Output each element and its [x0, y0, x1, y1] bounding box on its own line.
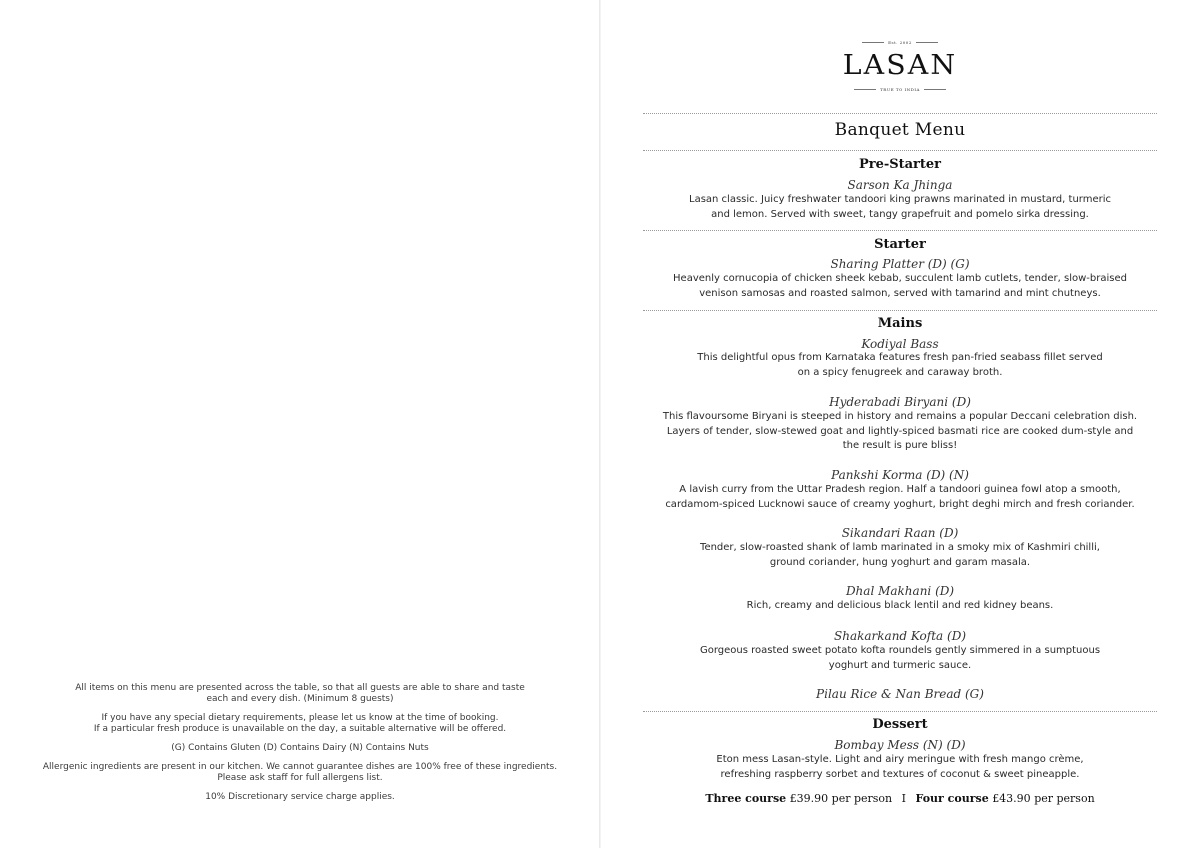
lasan-logo — [643, 40, 1157, 92]
dish-description: Eton mess Lasan-style. Light and airy meringue with fresh mango crème, refreshing raspberry sorbet and textures of coconut & sweet pineapple. — [716, 754, 1084, 780]
logo-tagline: TRUE TO INDIA — [880, 87, 920, 92]
dish-description: Heavenly cornucopia of chicken sheek kebab, succulent lamb cutlets, tender, slow-braised venison samosas and roasted salmon, served with tamarind and mint chutneys. — [673, 273, 1127, 299]
four-course-unit: per person — [1034, 792, 1095, 805]
three-course-label: Three course — [705, 792, 787, 805]
page-fold — [599, 0, 601, 848]
section-title-dessert: Dessert — [872, 717, 928, 732]
dish-name: Pankshi Korma (D) (N) — [831, 468, 969, 482]
dish-name: Pilau Rice & Nan Bread (G) — [816, 687, 984, 701]
dish-name: Sharing Platter (D) (G) — [830, 257, 970, 271]
price-line — [643, 792, 1157, 805]
logo-rule — [924, 89, 946, 90]
logo-tagline-line — [643, 87, 1157, 92]
three-course-unit: per person — [831, 792, 893, 805]
dish-name: Bombay Mess (N) (D) — [834, 738, 966, 752]
service-charge-note: 10% Discretionary service charge applies. — [205, 792, 395, 802]
dish-description: Tender, slow-roasted shank of lamb marinated in a smoky mix of Kashmiri chilli, ground coriander, hung yoghurt and garam masala. — [700, 542, 1100, 568]
dietary-note: If you have any special dietary requirements, please let us know at the time of booking. If a particular fresh produce is unavailable on the day, a suitable alternative will be offered. — [93, 713, 507, 734]
dish-name: Dhal Makhani (D) — [845, 584, 955, 598]
four-course-price: £43.90 — [992, 792, 1031, 805]
dish-name: Shakarkand Kofta (D) — [834, 629, 966, 643]
logo-wordmark: LASAN — [842, 50, 958, 81]
divider — [643, 113, 1157, 114]
section-title-starter: Starter — [874, 237, 926, 252]
dish-name: Sarson Ka Jhinga — [847, 178, 953, 192]
three-course-price: £39.90 — [789, 792, 829, 805]
divider — [643, 711, 1157, 712]
logo-rule — [916, 42, 938, 43]
sharing-note: All items on this menu are presented across the table, so that all guests are able to share and taste each and every dish. (Minimum 8 guests) — [75, 683, 525, 704]
logo-est: Est. 2002 — [888, 40, 912, 45]
dish-name: Kodiyal Bass — [861, 337, 939, 351]
dish-description: Gorgeous roasted sweet potato kofta roundels gently simmered in a sumptuous yoghurt and turmeric sauce. — [699, 645, 1101, 671]
logo-rule — [862, 42, 884, 43]
four-course-label: Four course — [915, 792, 989, 805]
dish-name: Sikandari Raan (D) — [841, 526, 959, 540]
dish-name: Hyderabadi Biryani (D) — [829, 395, 971, 409]
dish-description: A lavish curry from the Uttar Pradesh region. Half a tandoori guinea fowl atop a smooth, cardamom-spiced Lucknowi sauce of creamy yoghurt, bright deghi mirch and fresh coriander. — [665, 484, 1135, 510]
price-separator: I — [901, 792, 906, 805]
logo-est-line — [643, 40, 1157, 45]
section-title-pre-starter: Pre-Starter — [858, 157, 942, 172]
dish-description: This flavoursome Biryani is steeped in history and remains a popular Deccani celebration dish. Layers of tender, slow-stewed goat and lightly-spiced basmati rice are cooked dum-style and the result is pure bliss! — [662, 411, 1138, 451]
allergen-key: (G) Contains Gluten (D) Contains Dairy (N) Contains Nuts — [171, 743, 429, 753]
divider — [643, 310, 1157, 311]
divider — [643, 150, 1157, 151]
allergen-warning: Allergenic ingredients are present in our kitchen. We cannot guarantee dishes are 100% free of these ingredients. Please ask staff for full allergens list. — [42, 762, 558, 783]
divider — [643, 230, 1157, 231]
menu-title: Banquet Menu — [834, 120, 966, 140]
section-title-mains: Mains — [877, 316, 923, 331]
dish-description: This delightful opus from Karnataka features fresh pan-fried seabass fillet served on a spicy fenugreek and caraway broth. — [697, 352, 1103, 378]
dish-description: Lasan classic. Juicy freshwater tandoori king prawns marinated in mustard, turmeric and lemon. Served with sweet, tangy grapefruit and pomelo sirka dressing. — [689, 194, 1111, 220]
dish-description: Rich, creamy and delicious black lentil and red kidney beans. — [746, 600, 1054, 611]
left-page-notes — [40, 683, 560, 811]
logo-rule — [854, 89, 876, 90]
